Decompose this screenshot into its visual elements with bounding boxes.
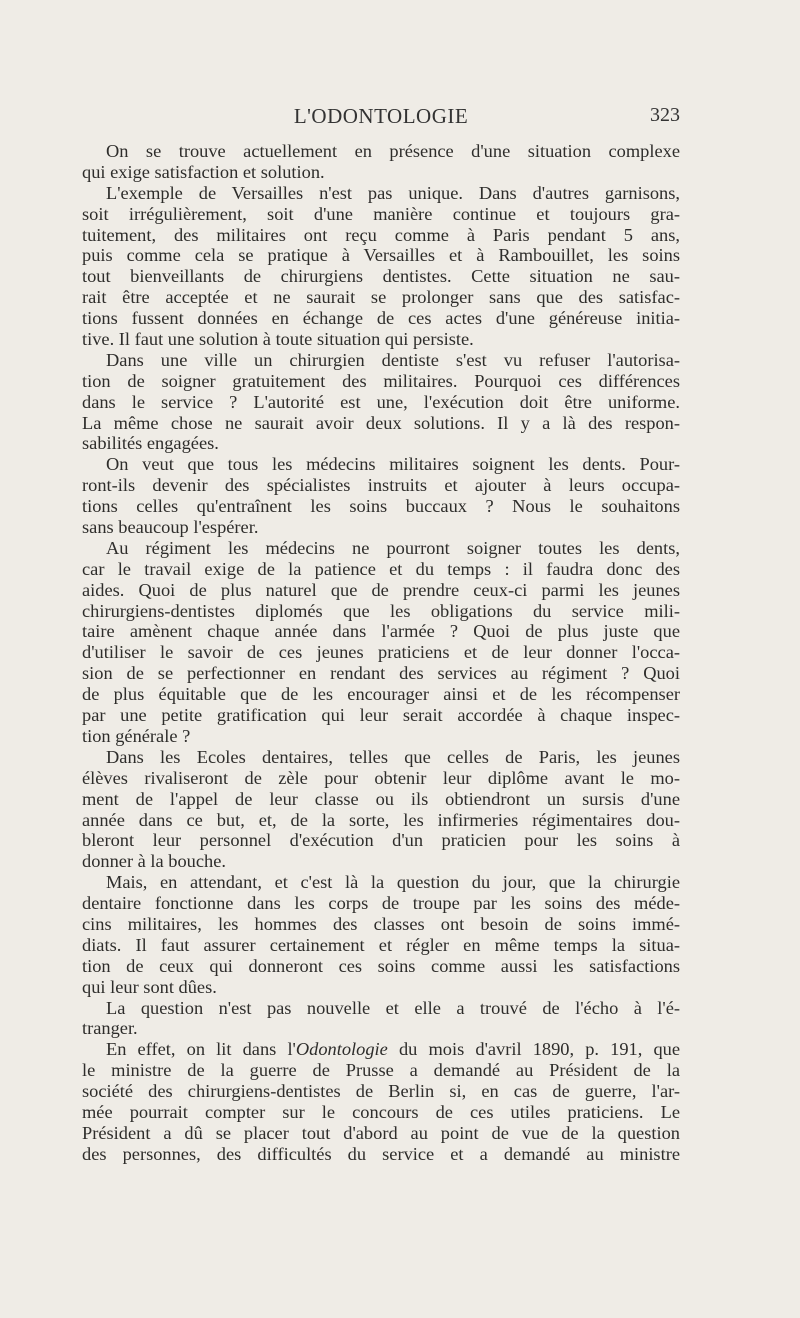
text-line: Président a dû se placer tout d'abord au point de vue de la question: [82, 1122, 680, 1143]
text-line: sion de se perfectionner en rendant des services au régiment ? Quoi: [82, 663, 680, 684]
text-line: diats. Il faut assurer certainement et régler en même temps la situa-: [82, 934, 680, 955]
text-line: élèves rivaliseront de zèle pour obtenir leur diplôme avant le mo-: [82, 767, 680, 788]
body-text: [82, 141, 680, 1165]
text-line: dans le service ? L'autorité est une, l'exécution doit être uniforme.: [82, 391, 680, 412]
text-line: tion de ceux qui donneront ces soins comme aussi les satisfactions: [82, 955, 680, 976]
text-line: d'utiliser le savoir de ces jeunes praticiens et de leur donner l'occa-: [82, 642, 680, 663]
text-line: tion générale ?: [82, 725, 191, 746]
text-line: le ministre de la guerre de Prusse a demandé au Président de la: [82, 1060, 680, 1081]
text-line: cins militaires, les hommes des classes ont besoin de soins immé-: [82, 913, 680, 934]
text-line: La même chose ne saurait avoir deux solutions. Il y a là des respon-: [82, 412, 680, 433]
text-line: ront-ils devenir des spécialistes instruits et ajouter à leurs occupa-: [82, 475, 680, 496]
text-line: tion de soigner gratuitement des militaires. Pourquoi ces différences: [82, 370, 680, 391]
text-line: tions celles qu'entraînent les soins buccaux ? Nous le souhaitons: [82, 496, 680, 517]
text-line: car le travail exige de la patience et du temps : il faudra donc des: [82, 558, 680, 579]
text-line: des personnes, des difficultés du service et a demandé au ministre: [82, 1143, 680, 1164]
text-line: L'exemple de Versailles n'est pas unique. Dans d'autres garnisons,: [106, 182, 680, 203]
text-line: Dans les Ecoles dentaires, telles que celles de Paris, les jeunes: [106, 746, 680, 767]
text-line: qui leur sont dûes.: [82, 976, 217, 997]
page-number: 323: [650, 104, 680, 126]
text-line: Au régiment les médecins ne pourront soigner toutes les dents,: [106, 537, 680, 558]
text-line: sabilités engagées.: [82, 433, 219, 454]
text-line: rait être acceptée et ne saurait se prolonger sans que des satisfac-: [82, 287, 680, 308]
running-title: L'ODONTOLOGIE: [293, 104, 469, 128]
text-line: On veut que tous les médecins militaires soignent les dents. Pour-: [106, 454, 680, 475]
text-line: année dans ce but, et, de la sorte, les infirmeries régimentaires dou-: [82, 809, 680, 830]
text-line: bleront leur personnel d'exécution d'un praticien pour les soins à: [82, 830, 680, 851]
text-line: par une petite gratification qui leur serait accordée à chaque inspec-: [82, 705, 680, 726]
text-line: La question n'est pas nouvelle et elle a trouvé de l'écho à l'é-: [106, 997, 680, 1018]
text-line: société des chirurgiens-dentistes de Berlin si, en cas de guerre, l'ar-: [82, 1081, 680, 1102]
text-line: donner à la bouche.: [82, 851, 227, 872]
text-line: [82, 1039, 680, 1060]
text-line: Dans une ville un chirurgien dentiste s'est vu refuser l'autorisa-: [106, 349, 680, 370]
text-line: On se trouve actuellement en présence d'une situation complexe: [106, 141, 680, 161]
text-line: sans beaucoup l'espérer.: [82, 517, 259, 538]
text-line: soit irrégulièrement, soit d'une manière continue et toujours gra-: [82, 203, 680, 224]
text-line: qui exige satisfaction et solution.: [82, 161, 325, 182]
text-line: Mais, en attendant, et c'est là la question du jour, que la chirurgie: [106, 872, 680, 893]
text-line: tout bienveillants de chirurgiens dentistes. Cette situation ne sau-: [82, 266, 680, 287]
text-line: chirurgiens-dentistes diplomés que les obligations du service mili-: [82, 600, 680, 621]
text-segment: En effet, on lit dans l': [106, 1039, 296, 1060]
text-segment: du mois d'avril 1890, p. 191, que: [387, 1039, 680, 1060]
text-line: puis comme cela se pratique à Versailles et à Rambouillet, les soins: [82, 245, 680, 266]
text-line: dentaire fonctionne dans les corps de troupe par les soins des méde-: [82, 893, 680, 914]
journal-title-italic: Odontologie: [295, 1039, 388, 1060]
text-line: tuitement, des militaires ont reçu comme à Paris pendant 5 ans,: [82, 224, 680, 245]
text-line: taire amènent chaque année dans l'armée ? Quoi de plus juste que: [82, 621, 680, 642]
text-line: aides. Quoi de plus naturel que de prendre ceux-ci parmi les jeunes: [82, 579, 680, 600]
text-line: de plus équitable que de les encourager ainsi et de les récompenser: [82, 684, 680, 705]
text-line: mée pourrait compter sur le concours de ces utiles praticiens. Le: [82, 1101, 680, 1122]
text-line: ment de l'appel de leur classe ou ils obtiendront un sursis d'une: [82, 788, 680, 809]
text-line: tions fussent données en échange de ces actes d'une généreuse initia-: [82, 308, 680, 329]
page-header: [82, 104, 680, 130]
text-line: tranger.: [82, 1018, 138, 1039]
text-line: tive. Il faut une solution à toute situation qui persiste.: [82, 329, 474, 350]
